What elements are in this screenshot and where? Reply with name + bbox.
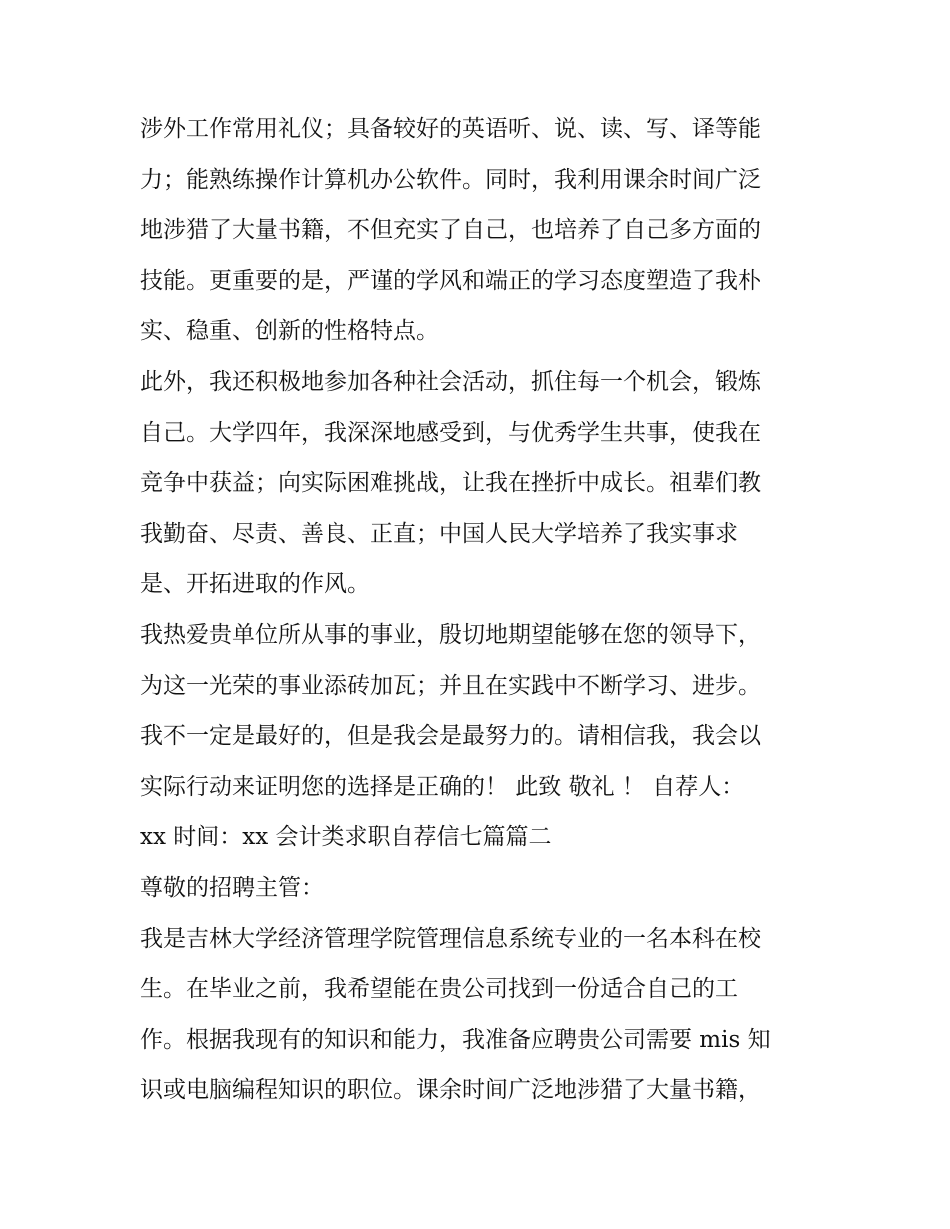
text-line: 涉外工作常用礼仪；具备较好的英语听、说、读、写、译等能 <box>140 116 761 142</box>
text-line: 此外，我还积极地参加各种社会活动，抓住每一个机会，锻炼 <box>140 368 761 395</box>
text-line: 为这一光荣的事业添砖加瓦；并且在实践中不断学习、进步。 <box>140 672 761 699</box>
text-line: 是、开拓进取的作风。 <box>140 571 370 598</box>
text-line: 生。在毕业之前，我希望能在贵公司找到一份适合自己的工 <box>140 976 738 1003</box>
body-text <box>140 104 820 1116</box>
text-line: 识或电脑编程知识的职位。课余时间广泛地涉猎了大量书籍， <box>140 1077 761 1104</box>
text-line: xx 时间：xx 会计类求职自荐信七篇篇二 <box>140 824 552 851</box>
text-line: 我是吉林大学经济管理学院管理信息系统专业的一名本科在校 <box>140 925 761 952</box>
text-line: 我热爱贵单位所从事的事业，殷切地期望能够在您的领导下， <box>140 621 761 648</box>
text-line: 尊敬的招聘主管： <box>140 874 324 901</box>
text-line: 竞争中获益；向实际困难挑战，让我在挫折中成长。祖辈们教 <box>140 470 761 497</box>
text-line: 技能。更重要的是，严谨的学风和端正的学习态度塑造了我朴 <box>140 267 761 294</box>
text-line: 我不一定是最好的，但是我会是最努力的。请相信我，我会以 <box>140 723 761 750</box>
text-line: 自己。大学四年，我深深地感受到，与优秀学生共事，使我在 <box>140 419 761 446</box>
text-line: 作。根据我现有的知识和能力，我准备应聘贵公司需要 mis 知 <box>140 1026 771 1053</box>
text-line: 力；能熟练操作计算机办公软件。同时，我利用课余时间广泛 <box>140 166 761 193</box>
text-line: 我勤奋、尽责、善良、正直；中国人民大学培养了我实事求 <box>140 520 738 547</box>
text-line: 地涉猎了大量书籍，不但充实了自己，也培养了自己多方面的 <box>140 217 761 244</box>
text-line: 实、稳重、创新的性格特点。 <box>140 318 439 345</box>
text-line: 实际行动来证明您的选择是正确的！ 此致 敬礼 ！ 自荐人： <box>140 773 745 800</box>
